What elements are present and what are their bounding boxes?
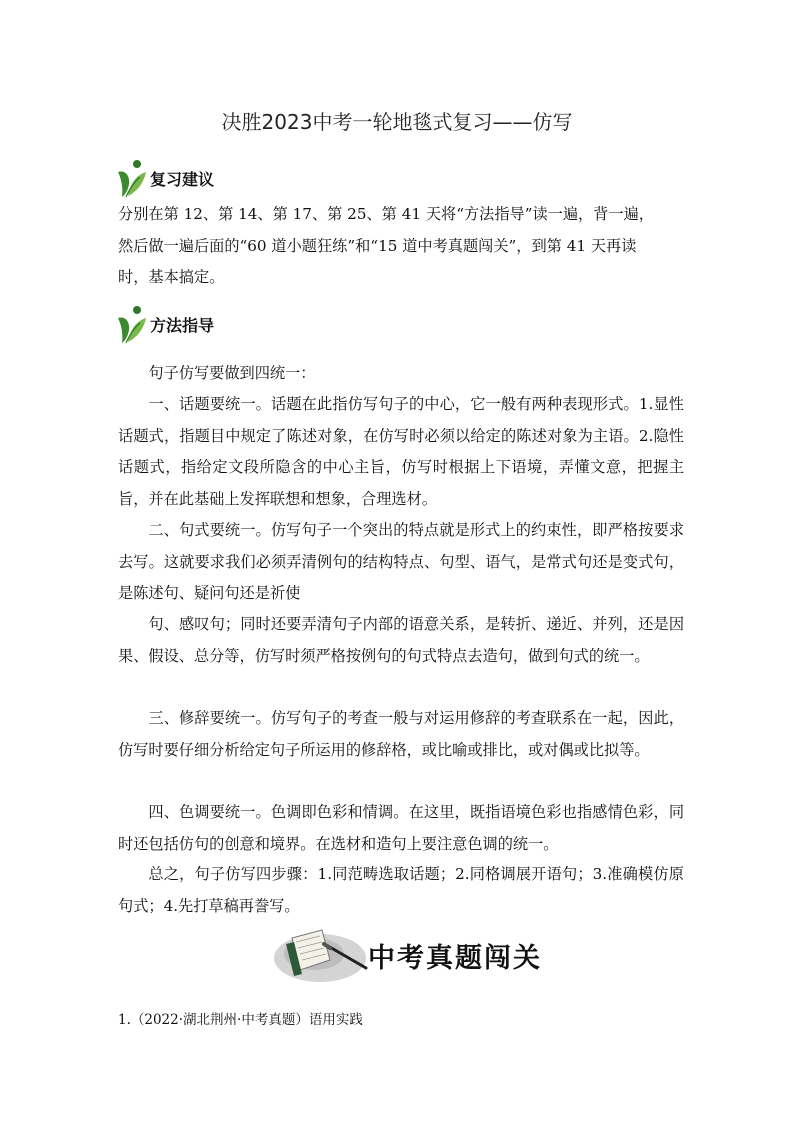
ink-book-brush-icon	[270, 924, 370, 986]
banner-title: 中考真题闯关	[368, 943, 542, 974]
question-1-header: 1.（2022·湖北荆州·中考真题）语用实践	[118, 1012, 363, 1028]
method-paragraph-summary: 总之，句子仿写四步骤：1.同范畴选取话题；2.同格调展开语句；3.准确模仿原句式；4.先打草稿再誊写。	[118, 865, 684, 915]
section-title-review: 复习建议	[150, 170, 215, 189]
review-paragraph	[118, 199, 684, 294]
section-heading-method	[114, 304, 414, 344]
review-line-3: 时，基本搞定。	[118, 268, 225, 286]
review-line-1: 分别在第 12、第 14、第 17、第 25、第 41 天将“方法指导”读一遍，背一遍，	[118, 205, 654, 223]
review-line-2: 然后做一遍后面的“60 道小题狂练”和“15 道中考真题闯关”，到第 41 天再读	[118, 236, 637, 255]
method-paragraph-topic: 一、话题要统一。话题在此指仿写句子的中心，它一般有两种表现形式。1.显性话题式，指题目中规定了陈述对象，在仿写时必须以给定的陈述对象为主语。2.隐性话题式，指给定文段所隐含的中心主旨，仿写时根据上下语境，弄懂文意，把握主旨，并在此基础上发挥联想和想象，合理选材。	[118, 395, 684, 508]
method-paragraph-syntax-cont: 句、感叹句；同时还要弄清句子内部的语意关系，是转折、递近、并列，还是因果、假设、总分等，仿写时须严格按例句的句式特点去造句，做到句式的统一。	[118, 615, 684, 665]
method-paragraph-tone: 四、色调要统一。色调即色彩和情调。在这里，既指语境色彩也指感情色彩，同时还包括仿句的创意和境界。在选材和造句上要注意色调的统一。	[118, 803, 684, 853]
method-intro: 句子仿写要做到四统一：	[148, 364, 316, 382]
method-paragraph-syntax: 二、句式要统一。仿写句子一个突出的特点就是形式上的约束性，即严格按要求去写。这就要求我们必须弄清例句的结构特点、句型、语气，是常式句还是变式句，是陈述句、疑问句还是祈使	[118, 521, 684, 602]
page-title: 决胜2023中考一轮地毯式复习——仿写	[221, 110, 573, 134]
exam-banner	[270, 924, 542, 986]
leaf-person-icon	[114, 158, 150, 198]
section-heading-review	[114, 158, 414, 198]
leaf-person-icon	[114, 304, 150, 344]
method-paragraph-rhetoric: 三、修辞要统一。仿写句子的考查一般与对运用修辞的考查联系在一起，因此，仿写时要仔细分析给定句子所运用的修辞格，或比喻或排比，或对偶或比拟等。	[118, 709, 684, 759]
section-title-method: 方法指导	[150, 316, 215, 335]
